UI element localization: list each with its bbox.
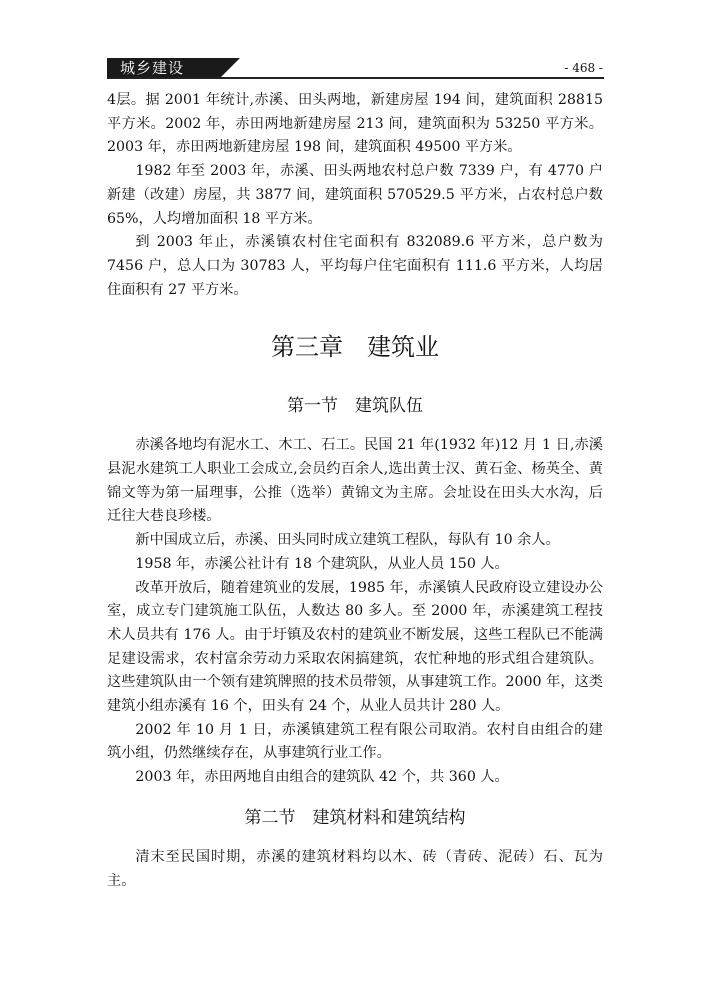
body-paragraph: 1982 年至 2003 年，赤溪、田头两地农村总户数 7339 户，有 4770 户新建（改建）房屋，共 3877 间，建筑面积 570529.5 平方米，占农村总户数 65%，人均增加面积 18 平方米。 [107,163,603,227]
chapter-title: 第三章 建筑业 [271,333,439,362]
running-header-section: 城乡建设 [120,59,185,77]
body-paragraph: 新中国成立后，赤溪、田头同时成立建筑工程队，每队有 10 余人。 [135,532,560,549]
page-body [107,89,603,893]
body-paragraph: 4层。据 2001 年统计,赤溪、田头两地，新建房屋 194 间，建筑面积 28815 平方米。2002 年，赤田两地新建房屋 213 间，建筑面积为 53250 平方米。2003 年，赤田两地新建房屋 198 间，建筑面积 49500 平方米。 [107,92,603,156]
section-title: 第二节 建筑材料和建筑结构 [244,807,466,828]
body-paragraph: 清末至民国时期，赤溪的建筑材料均以木、砖（青砖、泥砖）石、瓦为主。 [107,848,603,889]
body-paragraph: 到 2003 年止，赤溪镇农村住宅面积有 832089.6 平方米，总户数为 7456 户，总人口为 30783 人，平均每户住宅面积有 111.6 平方米，人均居住面积有 27 平方米。 [107,234,603,298]
body-paragraph: 改革开放后，随着建筑业的发展，1985 年，赤溪镇人民政府设立建设办公室，成立专门建筑施工队伍，人数达 80 多人。至 2000 年，赤溪建筑工程技术人员共有 176 人。由于圩镇及农村的建筑业不断发展，这些工程队已不能满足建设需求，农村富余劳动力采取农闲搞建筑，农忙种地的形式组合建筑队。这些建筑队由一个领有建筑牌照的技术员带领，从事建筑工作。2000 年，这类建筑小组赤溪有 16 个，田头有 24 个，从业人员共计 280 人。 [107,579,603,715]
body-paragraph: 2002 年 10 月 1 日，赤溪镇建筑工程有限公司取消。农村自由组合的建筑小组，仍然继续存在，从事建筑行业工作。 [107,721,603,762]
body-paragraph: 1958 年，赤溪公社计有 18 个建筑队，从业人员 150 人。 [135,555,509,572]
body-paragraph: 2003 年，赤田两地自由组合的建筑队 42 个，共 360 人。 [135,769,509,786]
page-number: - 468 - [564,61,603,75]
header-rule [107,77,604,79]
section-title: 第一节 建筑队伍 [287,396,423,417]
body-paragraph: 赤溪各地均有泥水工、木工、石工。民国 21 年(1932 年)12 月 1 日,赤溪县泥水建筑工人职业工会成立,会员约百余人,选出黄士汉、黄石金、杨英全、黄锦文等为第一届理事，公推（选举）黄锦文为主席。会址设在田头大水沟，后迁往大巷良珍楼。 [107,437,603,525]
